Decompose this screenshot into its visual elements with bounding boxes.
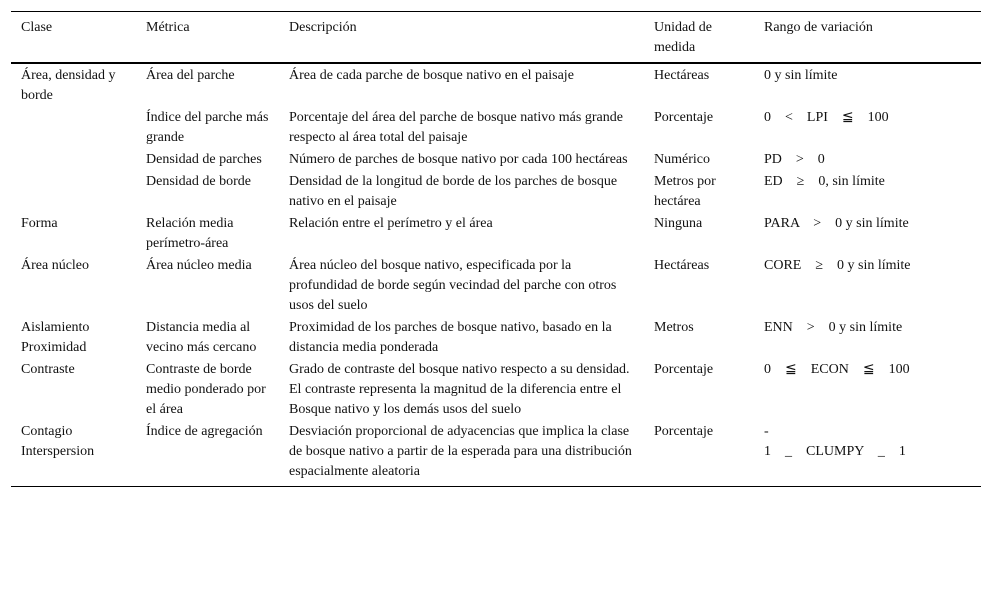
cell-clase — [11, 171, 136, 213]
cell-metrica: Densidad de borde — [146, 174, 251, 189]
cell-clase — [11, 149, 136, 171]
cell-metrica: Contraste de borde medio ponderado por el área — [146, 362, 266, 417]
cell-descripcion: Densidad de la longitud de borde de los parches de bosque nativo en el paisaje — [289, 174, 618, 209]
cell-unidad: Metros — [654, 320, 694, 335]
cell-metrica: Distancia media al vecino más cercano — [146, 320, 257, 355]
cell-descripcion: Desviación proporcional de adyacencias que implica la clase de bosque nativo a partir de la esperada para una distribución espacialmente aleatoria — [289, 424, 632, 479]
table-row — [11, 255, 981, 317]
cell-rango: - 1 _ CLUMPY _ 1 — [764, 424, 906, 459]
table-header — [11, 12, 981, 64]
cell-rango: 0 < LPI ≦ 100 — [764, 110, 889, 125]
cell-rango: 0 ≦ ECON ≦ 100 — [764, 362, 910, 377]
cell-clase: Contagio Interspersion — [21, 424, 95, 459]
cell-descripcion: Grado de contraste del bosque nativo respecto a su densidad. El contraste representa la magnitud de la diferencia entre el Bosque nativo y los demás usos del suelo — [289, 362, 630, 417]
header-clase: Clase — [21, 20, 53, 35]
cell-descripcion: Proximidad de los parches de bosque nativo, basado en la distancia media ponderada — [289, 320, 612, 355]
cell-rango: PARA > 0 y sin límite — [764, 216, 909, 231]
cell-unidad: Porcentaje — [654, 424, 714, 439]
cell-metrica: Índice del parche más grande — [146, 110, 269, 145]
cell-rango: CORE ≥ 0 y sin límite — [764, 258, 911, 273]
cell-clase: Aislamiento Proximidad — [21, 320, 90, 355]
table-row — [11, 107, 981, 149]
header-row — [11, 12, 981, 64]
cell-rango: ED ≥ 0, sin límite — [764, 174, 885, 189]
cell-descripcion: Área de cada parche de bosque nativo en el paisaje — [289, 68, 574, 83]
cell-unidad: Hectáreas — [654, 258, 710, 273]
table-row — [11, 359, 981, 421]
cell-rango: ENN > 0 y sin límite — [764, 320, 903, 335]
cell-rango: 0 y sin límite — [764, 68, 838, 83]
table-row — [11, 213, 981, 255]
cell-descripcion: Porcentaje del área del parche de bosque nativo más grande respecto al área total del paisaje — [289, 110, 623, 145]
header-rango: Rango de variación — [764, 20, 873, 35]
cell-metrica: Relación media perímetro-área — [146, 216, 234, 251]
cell-unidad: Porcentaje — [654, 110, 714, 125]
cell-unidad: Hectáreas — [654, 68, 710, 83]
header-unidad: Unidad de medida — [654, 20, 712, 55]
cell-metrica: Índice de agregación — [146, 424, 263, 439]
table-row — [11, 171, 981, 213]
cell-unidad: Porcentaje — [654, 362, 714, 377]
cell-clase: Área, densidad y borde — [21, 68, 116, 103]
cell-descripcion: Área núcleo del bosque nativo, especificada por la profundidad de borde según vecindad del parche con otros usos del suelo — [289, 258, 617, 313]
table-row — [11, 63, 981, 107]
cell-clase: Área núcleo — [21, 258, 90, 273]
cell-metrica: Área del parche — [146, 68, 235, 83]
cell-descripcion: Número de parches de bosque nativo por cada 100 hectáreas — [289, 152, 628, 167]
cell-clase: Contraste — [21, 362, 75, 377]
header-descripcion: Descripción — [289, 20, 357, 35]
cell-descripcion: Relación entre el perímetro y el área — [289, 216, 493, 231]
table-row — [11, 421, 981, 487]
cell-unidad: Ninguna — [654, 216, 703, 231]
cell-clase: Forma — [21, 216, 58, 231]
header-metrica: Métrica — [146, 20, 190, 35]
table-row — [11, 149, 981, 171]
table-body — [11, 63, 981, 487]
cell-metrica: Área núcleo media — [146, 258, 252, 273]
table-row — [11, 317, 981, 359]
cell-clase — [11, 107, 136, 149]
cell-unidad: Metros por hectárea — [654, 174, 716, 209]
cell-metrica: Densidad de parches — [146, 152, 262, 167]
cell-rango: PD > 0 — [764, 152, 825, 167]
cell-unidad: Numérico — [654, 152, 710, 167]
metrics-table — [11, 11, 981, 487]
